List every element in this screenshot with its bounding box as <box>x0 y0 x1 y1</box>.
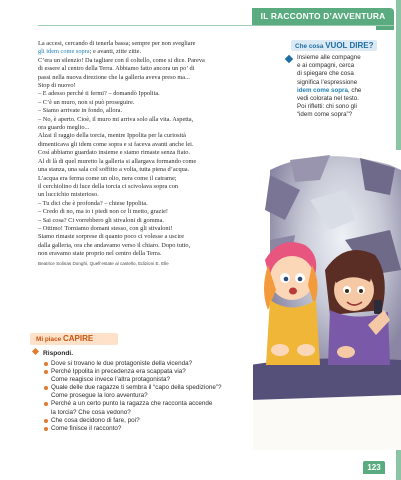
story-line: – Siamo arrivate in fondo, allora. <box>38 107 123 115</box>
instruction-line <box>297 87 394 95</box>
diamond-bullet-icon <box>285 55 293 63</box>
vocabulary-instructions <box>297 54 394 120</box>
bullet-dot-icon <box>44 427 48 431</box>
question-item <box>43 425 253 433</box>
story-line: – Tu dici che è profonda? – chiese Ippolita. <box>38 199 148 207</box>
instruction-line: e ai compagni, cerca <box>297 62 355 70</box>
story-line: L’acqua era ferma come un olio, nera come il catrame; <box>38 174 177 182</box>
story-line: Alzai il raggio della torcia, mentre Ippolita per la curiosità <box>38 132 186 140</box>
vocabulary-title-prefix: Che cosa <box>295 43 326 50</box>
question-text: Dove si trovano le due protagoniste della vicenda? <box>51 360 193 367</box>
bullet-dot-icon <box>44 370 48 374</box>
comprehension-title-caps: CAPIRE <box>63 334 94 343</box>
story-line: C’era un silenzio! Da tagliare con il coltello, come si dice. Pareva <box>38 56 205 64</box>
question-text: Come finisce il racconto? <box>51 424 122 432</box>
instruction-line-rest: , che <box>347 86 362 94</box>
story-line: il cerchiolino di luce della torcia ci scivolava sopra con <box>38 182 179 190</box>
bullet-dot-icon <box>44 402 48 406</box>
page-number: 123 <box>363 461 385 474</box>
question-text: Come reagisce invece l’altra protagonista? <box>51 376 171 384</box>
story-line: Così abbiamo guardato insieme e siamo rimaste senza fiato. <box>38 149 191 157</box>
highlighted-expression: gli idem come sopra <box>38 48 90 56</box>
story-line: dimenticava gli idem come sopra e si faceva avanti anche lei. <box>38 140 194 148</box>
question-list <box>43 360 253 433</box>
instruction-line: di spiegare che cosa <box>297 70 354 78</box>
story-line-rest: ; e avanti, zitte zitte. <box>89 48 142 56</box>
question-item <box>43 360 253 368</box>
story-line: passi nella nuova direzione che la galleria aveva preso ma... <box>38 73 190 81</box>
question-item <box>43 417 253 425</box>
question-item <box>43 400 253 416</box>
story-line: Siamo rimaste sorprese di quanto poco ci volesse a uscire <box>38 233 185 241</box>
vocabulary-box-body <box>286 54 394 120</box>
question-text: Quale delle due ragazze ti sembra il “capo della spedizione”? <box>51 384 222 392</box>
instruction-line: Insieme alle compagne <box>297 54 361 61</box>
story-line: dalla galleria, ora che andavamo verso il chiaro. Dopo tutto, <box>38 241 191 249</box>
story-line: – Credo di no, ma io i piedi non ce li metto, grazie! <box>38 208 169 216</box>
story-line: – E adesso perché ti fermi? – domandò Ippolita. <box>38 90 160 98</box>
story-line: Al di là di quel muretto la galleria si allargava formando come <box>38 157 197 165</box>
story-line: – Ottimo! Torniamo domani stesso, con gli stivaloni! <box>38 224 173 232</box>
bullet-dot-icon <box>44 386 48 390</box>
question-text: Che cosa decidono di fare, poi? <box>51 416 140 424</box>
story-line: di essere al centro della Terra. Abbiamo fatto ancora un po’ di <box>38 65 195 73</box>
story-line: – C’è un muro, non si può proseguire. <box>38 98 135 106</box>
story-line <box>38 48 276 56</box>
story-line: Stop di nuovo! <box>38 82 76 90</box>
bullet-dot-icon <box>44 419 48 423</box>
question-item <box>43 384 253 400</box>
question-text: Perché a un certo punto la ragazza che racconta accende <box>51 400 213 408</box>
question-text: Come prosegue la loro avventura? <box>51 392 148 400</box>
comprehension-title-prefix: Mi piace <box>36 336 63 343</box>
instruction-line: Poi rifletti: chi sono gli <box>297 103 357 111</box>
section-title: IL RACCONTO D’AVVENTURA <box>260 11 386 21</box>
vocabulary-title-caps: VUOL DIRE? <box>325 41 374 50</box>
rispondi-heading <box>33 349 73 358</box>
story-line: non eravamo state proprio nel centro della Terra. <box>38 250 162 258</box>
story-line: La accesi, cercando di tenerla bassa; sempre per non svegliare <box>38 40 196 47</box>
instruction-line: “idem come sopra”? <box>297 111 353 119</box>
story-line: – Sai cosa? Ci vorrebbero gli stivaloni di gomma. <box>38 216 164 224</box>
section-header <box>252 8 394 25</box>
bullet-dot-icon <box>44 362 48 366</box>
header-divider <box>38 25 394 26</box>
question-item <box>43 368 253 384</box>
instruction-line: significa l’espressione <box>297 78 358 86</box>
question-text: Perché Ippolita in precedenza era scappata via? <box>51 368 186 376</box>
story-text <box>38 40 276 268</box>
story-line: una stanza, una sala col soffitto a volta, tutta piena d’acqua. <box>38 166 190 174</box>
instruction-line: vedi colorata nel testo. <box>297 95 359 103</box>
question-text: la torcia? Che cosa vedono? <box>51 408 131 416</box>
comprehension-box <box>23 329 253 466</box>
story-line: ora guardo meglio... <box>38 124 90 132</box>
rispondi-label: Rispondi. <box>43 350 74 357</box>
highlighted-expression: idem come sopra <box>297 86 348 94</box>
vocabulary-box-title <box>291 40 377 51</box>
story-source: Beatrice Solinas Donghi, Quell’estate al castello, Edizioni E. Elle <box>38 260 169 266</box>
story-line: un luccichio misterioso. <box>38 191 99 199</box>
story-line: – No, è aperto. Cioè, il muro mi arriva solo alla vita. Aspetta, <box>38 115 194 123</box>
comprehension-title <box>30 333 118 345</box>
diamond-bullet-icon <box>32 348 39 355</box>
